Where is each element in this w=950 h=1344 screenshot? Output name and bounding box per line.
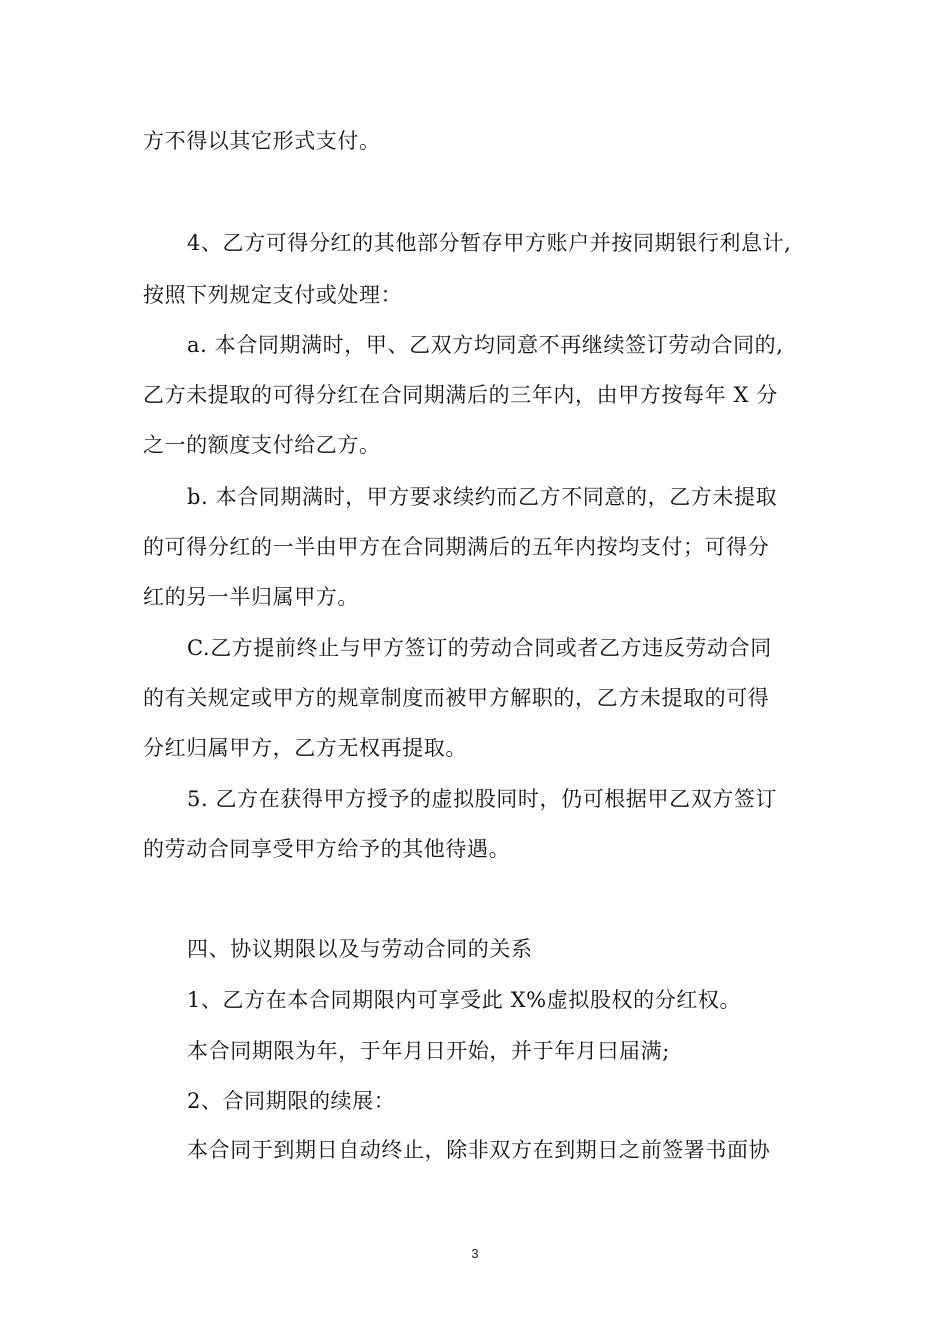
text-line: 4、乙方可得分红的其他部分暂存甲方账户并按同期银行利息计, (187, 231, 792, 255)
text-line: 红的另一半归属甲方。 (143, 585, 359, 609)
text-line: 分红归属甲方，乙方无权再提取。 (143, 736, 467, 760)
text-line: C.乙方提前终止与甲方签订的劳动合同或者乙方违反劳动合同 (187, 636, 772, 660)
text-line: 本合同期限为年，于年月日开始，并于年月曰届满; (187, 1039, 670, 1063)
section-heading: 四、协议期限以及与劳动合同的关系 (187, 937, 533, 961)
text-line: 的有关规定或甲方的规章制度而被甲方解职的，乙方未提取的可得 (143, 686, 770, 710)
text-line: a. 本合同期满时，甲、乙双方均同意不再继续签订劳动合同的, (187, 333, 784, 357)
text-line: 的可得分红的一半由甲方在合同期满后的五年内按均支付；可得分 (143, 535, 770, 559)
text-line: 乙方未提取的可得分红在合同期满后的三年内，由甲方按每年 X 分 (143, 383, 778, 407)
text-line: 2、合同期限的续展： (187, 1089, 396, 1113)
text-line: 的劳动合同享受甲方给予的其他待遇。 (143, 837, 511, 861)
text-line: 方不得以其它形式支付。 (143, 129, 381, 153)
text-line: 按照下列规定支付或处理： (143, 283, 403, 307)
text-line: 本合同于到期日自动终止，除非双方在到期日之前签署书面协 (187, 1138, 771, 1162)
text-line: 5. 乙方在获得甲方授予的虚拟股同时，仍可根据甲乙双方签订 (187, 787, 778, 811)
text-line: b. 本合同期满时，甲方要求续约而乙方不同意的，乙方未提取 (187, 485, 778, 509)
text-line: 1、乙方在本合同期限内可享受此 X%虚拟股权的分红权。 (187, 988, 742, 1012)
text-line: 之一的额度支付给乙方。 (143, 433, 381, 457)
page-number: 3 (471, 1246, 479, 1261)
